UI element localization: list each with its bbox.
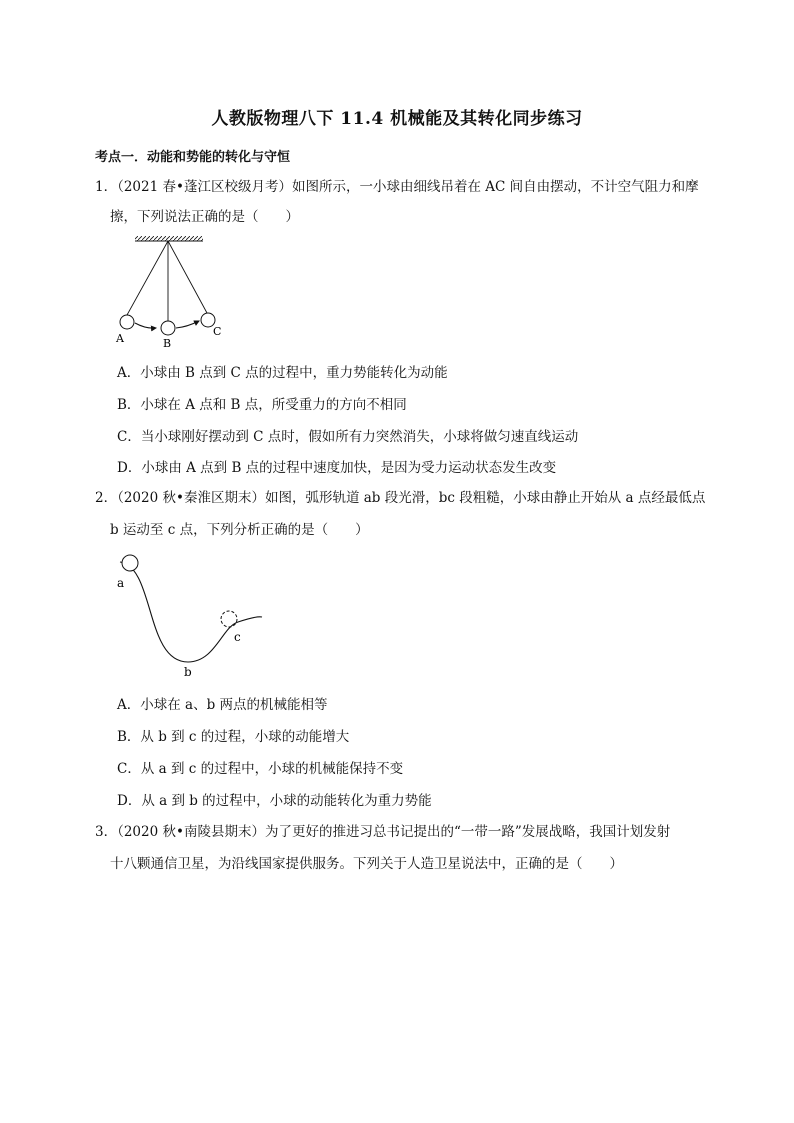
question-1-text-cont: 擦，下列说法正确的是（ ） [110, 209, 299, 225]
swing-arrow-2 [176, 321, 199, 328]
track-figure [110, 552, 270, 682]
label-a: A [116, 332, 124, 345]
ball-end-c-dashed [221, 611, 237, 627]
label-b: B [163, 337, 172, 347]
label-b: b [184, 665, 192, 679]
label-c: c [234, 630, 241, 644]
question-3-text: 3．（2020 秋•南陵县期末）为了更好的推进习总书记提出的“一带一路”发展战略，我国计划发射 [95, 824, 671, 840]
section-heading: 考点一．动能和势能的转化与守恒 [95, 150, 291, 165]
string-a [127, 241, 168, 315]
pendulum-figure [110, 232, 240, 347]
ball-b [161, 321, 175, 335]
q1-option-c: C．当小球刚好摆动到 C 点时，假如所有力突然消失，小球将做匀速直线运动 [117, 429, 579, 445]
q1-option-d: D．小球由 A 点到 B 点的过程中速度加快，是因为受力运动状态发生改变 [117, 460, 557, 476]
q2-option-a: A．小球在 a、b 两点的机械能相等 [117, 697, 328, 713]
q1-option-a: A．小球由 B 点到 C 点的过程中，重力势能转化为动能 [117, 365, 448, 381]
question-2-text-cont: b 运动至 c 点，下列分析正确的是（ ） [110, 522, 369, 538]
ceiling-support [135, 236, 203, 241]
q2-option-c: C．从 a 到 c 的过程中，小球的机械能保持不变 [117, 761, 404, 777]
label-c: C [213, 325, 222, 338]
question-1-text: 1．（2021 春•蓬江区校级月考）如图所示，一小球由细线吊着在 AC 间自由摆动，不计空气阻力和摩 [95, 179, 699, 195]
curved-track [120, 562, 262, 662]
question-3-text-cont: 十八颗通信卫星，为沿线国家提供服务。下列关于人造卫星说法中，正确的是（ ） [110, 856, 623, 872]
string-c [168, 241, 207, 313]
ball-start-a [122, 555, 138, 571]
label-a: a [117, 576, 125, 590]
q2-option-d: D．从 a 到 b 的过程中，小球的动能转化为重力势能 [117, 793, 432, 809]
swing-arrow-1 [135, 323, 156, 328]
ball-a [120, 315, 134, 329]
question-2-text: 2．（2020 秋•秦淮区期末）如图，弧形轨道 ab 段光滑，bc 段粗糙，小球由静止开始从 a 点经最低点 [95, 490, 706, 506]
q2-option-b: B．从 b 到 c 的过程，小球的动能增大 [117, 729, 350, 745]
page-title: 人教版物理八下 11.4 机械能及其转化同步练习 [211, 109, 583, 129]
q1-option-b: B．小球在 A 点和 B 点，所受重力的方向不相同 [117, 397, 407, 413]
